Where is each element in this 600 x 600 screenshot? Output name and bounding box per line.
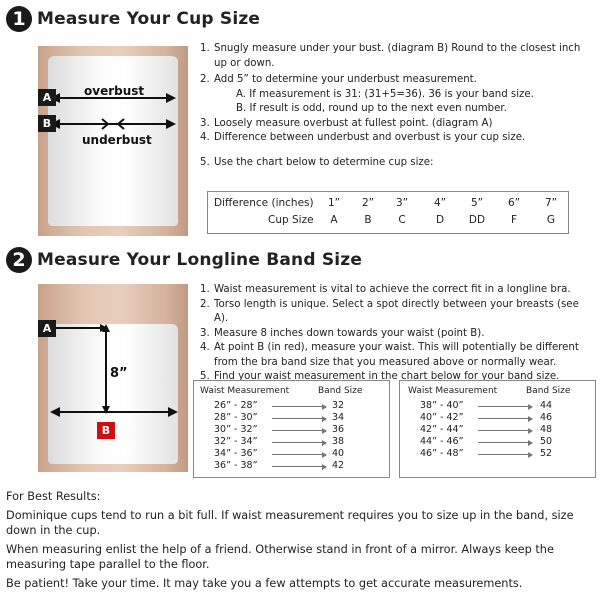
point-a-tag: A	[38, 320, 56, 337]
cup-size-label: Cup Size	[268, 214, 314, 226]
best-results-title: For Best Results:	[6, 490, 101, 503]
cup-cell: F	[510, 214, 518, 226]
diagram-a-tag: A	[38, 89, 56, 106]
band-header: Band Size	[318, 386, 363, 396]
best-results-paragraph: Be patient! Take your time. It may take you a few attempts to get accurate measurements.	[6, 577, 523, 590]
band-row	[194, 436, 389, 448]
difference-cell: 4”	[433, 197, 447, 209]
waist-cell: 28” - 30”	[214, 412, 258, 423]
band-cell: 50	[540, 436, 553, 447]
band-row	[400, 448, 595, 460]
waist-cell: 42” - 44”	[420, 424, 464, 435]
waist-cell: 32” - 34”	[214, 436, 258, 447]
difference-cell: 3”	[395, 197, 409, 209]
band-cell: 38	[332, 436, 345, 447]
difference-cell: 2”	[361, 197, 375, 209]
waist-cell: 34” - 36”	[214, 448, 258, 459]
best-results-section	[6, 489, 596, 595]
band-row	[194, 448, 389, 460]
best-results-paragraph: Dominique cups tend to run a bit full. If waist measurement requires you to size up in the band, size down in the cup.	[6, 509, 574, 537]
band-row	[400, 412, 595, 424]
cup-cell: C	[398, 214, 406, 226]
band-cell: 52	[540, 448, 553, 459]
step-item: 1. Waist measurement is vital to achieve the correct fit in a longline bra.	[200, 284, 571, 295]
cup-size-table	[207, 191, 569, 234]
waist-header: Waist Measurement	[200, 386, 290, 396]
section2-number-badge: 2	[6, 247, 32, 273]
band-header: Band Size	[526, 386, 571, 396]
overbust-label: overbust	[84, 84, 145, 98]
waist-cell: 26” - 28”	[214, 400, 258, 411]
section1-number-badge: 1	[6, 6, 32, 32]
torso-length-label: 8”	[110, 366, 128, 381]
step-item: 2. Add 5” to determine your underbust measurement.	[200, 74, 477, 85]
section2-title: Measure Your Longline Band Size	[37, 250, 363, 270]
band-size-diagram-photo	[38, 284, 188, 472]
band-row	[400, 400, 595, 412]
step-item: 1. Snugly measure under your bust. (diagram B) Round to the closest inch up or down.	[200, 43, 581, 69]
waist-header: Waist Measurement	[408, 386, 498, 396]
band-cell: 40	[332, 448, 345, 459]
step-subitem: B. If result is odd, round up to the next even number.	[236, 103, 507, 114]
band-cell: 46	[540, 412, 553, 423]
band-size-steps	[200, 283, 596, 385]
band-size-table-left	[193, 380, 390, 478]
step-item: 4. At point B (in red), measure your waist. This will potentially be different from the bra band size that you measured above or normally wear.	[200, 342, 579, 368]
band-row	[194, 412, 389, 424]
difference-cell: 6”	[507, 197, 521, 209]
band-cell: 36	[332, 424, 345, 435]
band-row	[194, 424, 389, 436]
section2-heading	[6, 247, 362, 273]
waist-cell: 40” - 42”	[420, 412, 464, 423]
difference-row	[208, 197, 568, 213]
cup-row	[208, 214, 568, 230]
step-item: 2. Torso length is unique. Select a spot directly between your breasts (see A).	[200, 298, 579, 324]
cup-cell: DD	[468, 214, 486, 226]
step-item: 3. Measure 8 inches down towards your waist (point B).	[200, 327, 485, 339]
difference-cell: 5”	[470, 197, 484, 209]
step-item: 5. Find your waist measurement in the chart below for your band size.	[200, 371, 560, 382]
waist-cell: 38” - 40”	[420, 400, 464, 411]
point-b-tag: B	[97, 422, 115, 439]
band-cell: 42	[332, 460, 345, 471]
difference-cell: 7”	[544, 197, 558, 209]
cup-cell: G	[546, 214, 556, 226]
best-results-paragraph: When measuring enlist the help of a friend. Otherwise stand in front of a mirror. Always keep the measuring tape parallel to the floor.	[6, 543, 554, 571]
waist-cell: 46” - 48”	[420, 448, 464, 459]
cup-size-diagram-photo	[38, 46, 188, 236]
cup-cell: D	[435, 214, 445, 226]
difference-cell: 1”	[327, 197, 341, 209]
step-item: 5. Use the chart below to determine cup size:	[200, 156, 434, 168]
step-item: 4. Difference between underbust and overbust is your cup size.	[200, 132, 526, 143]
band-cell: 44	[540, 400, 553, 411]
section1-heading	[6, 6, 260, 32]
band-row	[194, 460, 389, 472]
step-item: 3. Loosely measure overbust at fullest point. (diagram A)	[200, 117, 493, 129]
band-row	[400, 424, 595, 436]
band-row	[400, 436, 595, 448]
band-cell: 34	[332, 412, 345, 423]
band-cell: 48	[540, 424, 553, 435]
waist-cell: 44” - 46”	[420, 436, 464, 447]
cup-size-steps	[200, 42, 596, 170]
underbust-label: underbust	[82, 133, 152, 147]
cup-cell: B	[364, 214, 372, 226]
step-subitem: A. If measurement is 31: (31+5=36). 36 is your band size.	[236, 88, 534, 100]
waist-cell: 36” - 38”	[214, 460, 258, 471]
band-cell: 32	[332, 400, 345, 411]
band-size-table-right	[399, 380, 596, 478]
band-row	[194, 400, 389, 412]
cup-cell: A	[330, 214, 338, 226]
difference-label: Difference (inches)	[214, 197, 314, 209]
diagram-b-tag: B	[38, 115, 56, 132]
waist-cell: 30” - 32”	[214, 424, 258, 435]
section1-title: Measure Your Cup Size	[37, 9, 261, 29]
